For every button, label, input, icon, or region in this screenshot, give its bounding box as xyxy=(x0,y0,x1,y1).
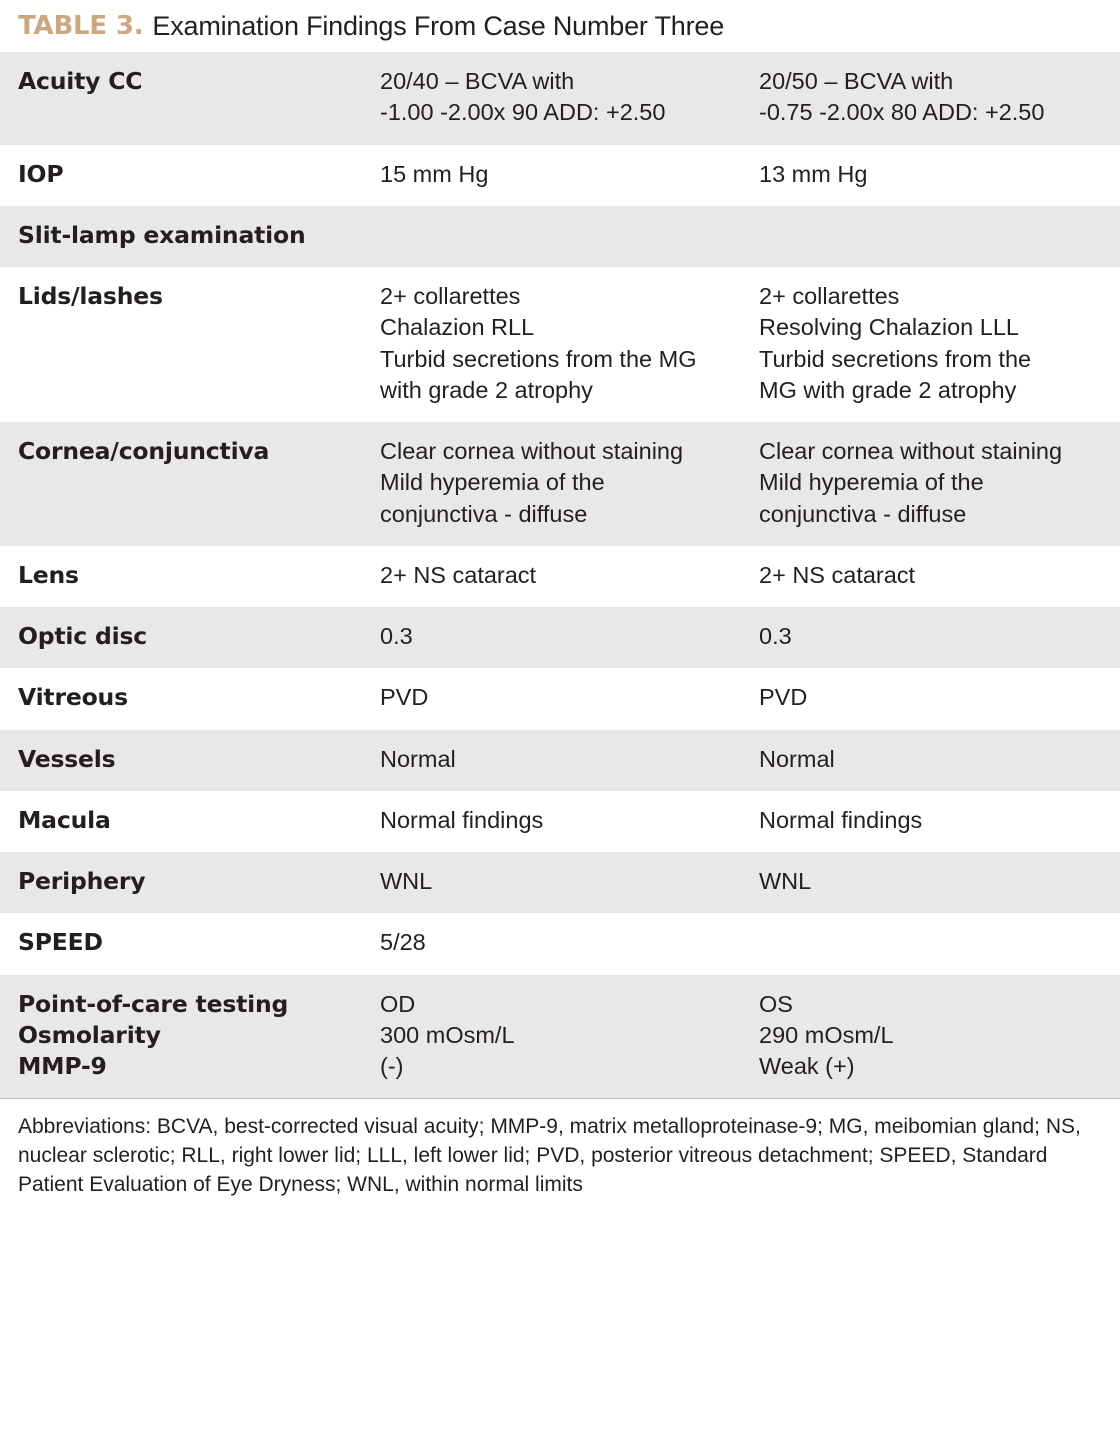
row-value-os xyxy=(741,422,1120,546)
value-line: OS xyxy=(759,990,793,1017)
row-value-os xyxy=(741,975,1120,1099)
row-value-os xyxy=(741,546,1120,607)
value-line: Turbid secretions from the xyxy=(759,345,1032,372)
value-line: 2+ collarettes xyxy=(380,283,521,309)
row-value-od xyxy=(362,52,741,145)
row-label xyxy=(0,546,362,607)
value-line: conjunctiva - diffuse xyxy=(380,500,588,527)
value-line: WNL xyxy=(380,868,433,894)
value-line: 0.3 xyxy=(759,623,792,649)
table-row xyxy=(0,267,1120,422)
value-line: 300 mOsm/L xyxy=(380,1021,515,1048)
value-line: 5/28 xyxy=(380,929,426,956)
row-label xyxy=(0,607,362,668)
row-value-od xyxy=(362,422,741,546)
value-line: conjunctiva - diffuse xyxy=(759,500,967,527)
table-row xyxy=(0,730,1120,791)
table-row xyxy=(0,913,1120,974)
row-label xyxy=(0,730,362,791)
row-label xyxy=(0,206,362,267)
row-label xyxy=(0,145,362,206)
row-label-line: Acuity CC xyxy=(18,67,143,95)
row-label-line: Cornea/conjunctiva xyxy=(18,437,270,465)
value-line: -1.00 -2.00x 90 ADD: +2.50 xyxy=(380,99,666,126)
value-line: Clear cornea without staining xyxy=(380,438,684,464)
row-label-line: Vessels xyxy=(18,744,116,773)
row-value-od xyxy=(362,975,741,1099)
value-line: 290 mOsm/L xyxy=(759,1021,894,1048)
row-label xyxy=(0,852,362,913)
table-row xyxy=(0,668,1120,729)
row-label xyxy=(0,52,362,145)
row-value-os xyxy=(741,52,1120,145)
row-label xyxy=(0,422,362,546)
page-title xyxy=(0,0,1120,52)
value-line: 20/40 – BCVA with xyxy=(380,68,575,94)
value-line: Normal xyxy=(759,745,835,772)
value-line: Mild hyperemia of the xyxy=(380,469,605,496)
value-line: Normal findings xyxy=(380,806,544,833)
value-line: with grade 2 atrophy xyxy=(380,376,593,403)
row-value-os xyxy=(741,267,1120,422)
row-label-line: Periphery xyxy=(18,867,146,895)
value-line: Turbid secretions from the MG xyxy=(380,345,697,372)
row-label-line: Optic disc xyxy=(18,622,147,650)
value-line: Normal findings xyxy=(759,806,923,833)
row-value-od xyxy=(362,913,741,974)
value-line: 13 mm Hg xyxy=(759,160,868,187)
row-label-line: Lens xyxy=(18,560,79,589)
row-label-line: Slit-lamp examination xyxy=(18,220,306,249)
row-value-od xyxy=(362,206,741,267)
value-line: (-) xyxy=(380,1053,404,1079)
table-row xyxy=(0,145,1120,206)
row-label-line: Lids/lashes xyxy=(18,282,163,310)
findings-grid xyxy=(0,52,1120,1098)
value-line: 2+ collarettes xyxy=(759,283,900,309)
table-row xyxy=(0,52,1120,145)
abbreviations-footnote: Abbreviations: BCVA, best-corrected visual acuity; MMP-9, matrix metalloproteinase-9; MG, meibomian gland; NS, nuclear sclerotic; RLL, right lower lid; LLL, left lower lid; PVD, posterior vitreous detachment; SPEED, Standard Patient Evaluation of Eye Dryness; WNL, within normal limits xyxy=(0,1098,1120,1200)
value-line: PVD xyxy=(759,684,808,711)
value-line: 20/50 – BCVA with xyxy=(759,68,954,94)
row-value-os xyxy=(741,913,1120,974)
table-row xyxy=(0,975,1120,1099)
row-value-os xyxy=(741,206,1120,267)
value-line: WNL xyxy=(759,868,812,894)
value-line: 2+ NS cataract xyxy=(759,561,916,588)
value-line: 0.3 xyxy=(380,623,413,649)
row-value-od xyxy=(362,791,741,852)
table-row xyxy=(0,852,1120,913)
table-row xyxy=(0,206,1120,267)
table-row xyxy=(0,546,1120,607)
row-value-od xyxy=(362,730,741,791)
row-label xyxy=(0,668,362,729)
value-line: OD xyxy=(380,990,416,1017)
row-label-line: Vitreous xyxy=(18,683,128,712)
row-label-line: Macula xyxy=(18,805,111,834)
row-label-line: IOP xyxy=(18,159,64,188)
value-line: 15 mm Hg xyxy=(380,160,489,187)
table-title-text: Examination Findings From Case Number Three xyxy=(152,10,725,41)
row-label-line: Osmolarity xyxy=(18,1020,161,1049)
row-value-od xyxy=(362,607,741,668)
value-line: Chalazion RLL xyxy=(380,314,535,341)
value-line: Mild hyperemia of the xyxy=(759,469,984,496)
value-line: Resolving Chalazion LLL xyxy=(759,314,1019,341)
value-line: 2+ NS cataract xyxy=(380,561,537,588)
table-row xyxy=(0,791,1120,852)
value-line: PVD xyxy=(380,684,429,711)
row-value-os xyxy=(741,791,1120,852)
row-value-os xyxy=(741,852,1120,913)
row-value-od xyxy=(362,267,741,422)
row-value-od xyxy=(362,546,741,607)
value-line: -0.75 -2.00x 80 ADD: +2.50 xyxy=(759,99,1045,126)
row-label-line: Point-of-care testing xyxy=(18,989,289,1018)
value-line: Weak (+) xyxy=(759,1053,855,1079)
row-value-os xyxy=(741,607,1120,668)
row-value-os xyxy=(741,145,1120,206)
row-value-od xyxy=(362,668,741,729)
row-label xyxy=(0,913,362,974)
value-line: Normal xyxy=(380,745,456,772)
value-line: MG with grade 2 atrophy xyxy=(759,376,1017,403)
row-label xyxy=(0,975,362,1099)
row-value-os xyxy=(741,668,1120,729)
row-label-line: MMP-9 xyxy=(18,1052,107,1080)
value-line: Clear cornea without staining xyxy=(759,438,1063,464)
table-row xyxy=(0,422,1120,546)
table-row xyxy=(0,607,1120,668)
row-value-od xyxy=(362,145,741,206)
table-number: TABLE 3. xyxy=(18,11,144,41)
row-label xyxy=(0,267,362,422)
row-value-od xyxy=(362,852,741,913)
row-label-line: SPEED xyxy=(18,928,103,957)
row-label xyxy=(0,791,362,852)
row-value-os xyxy=(741,730,1120,791)
